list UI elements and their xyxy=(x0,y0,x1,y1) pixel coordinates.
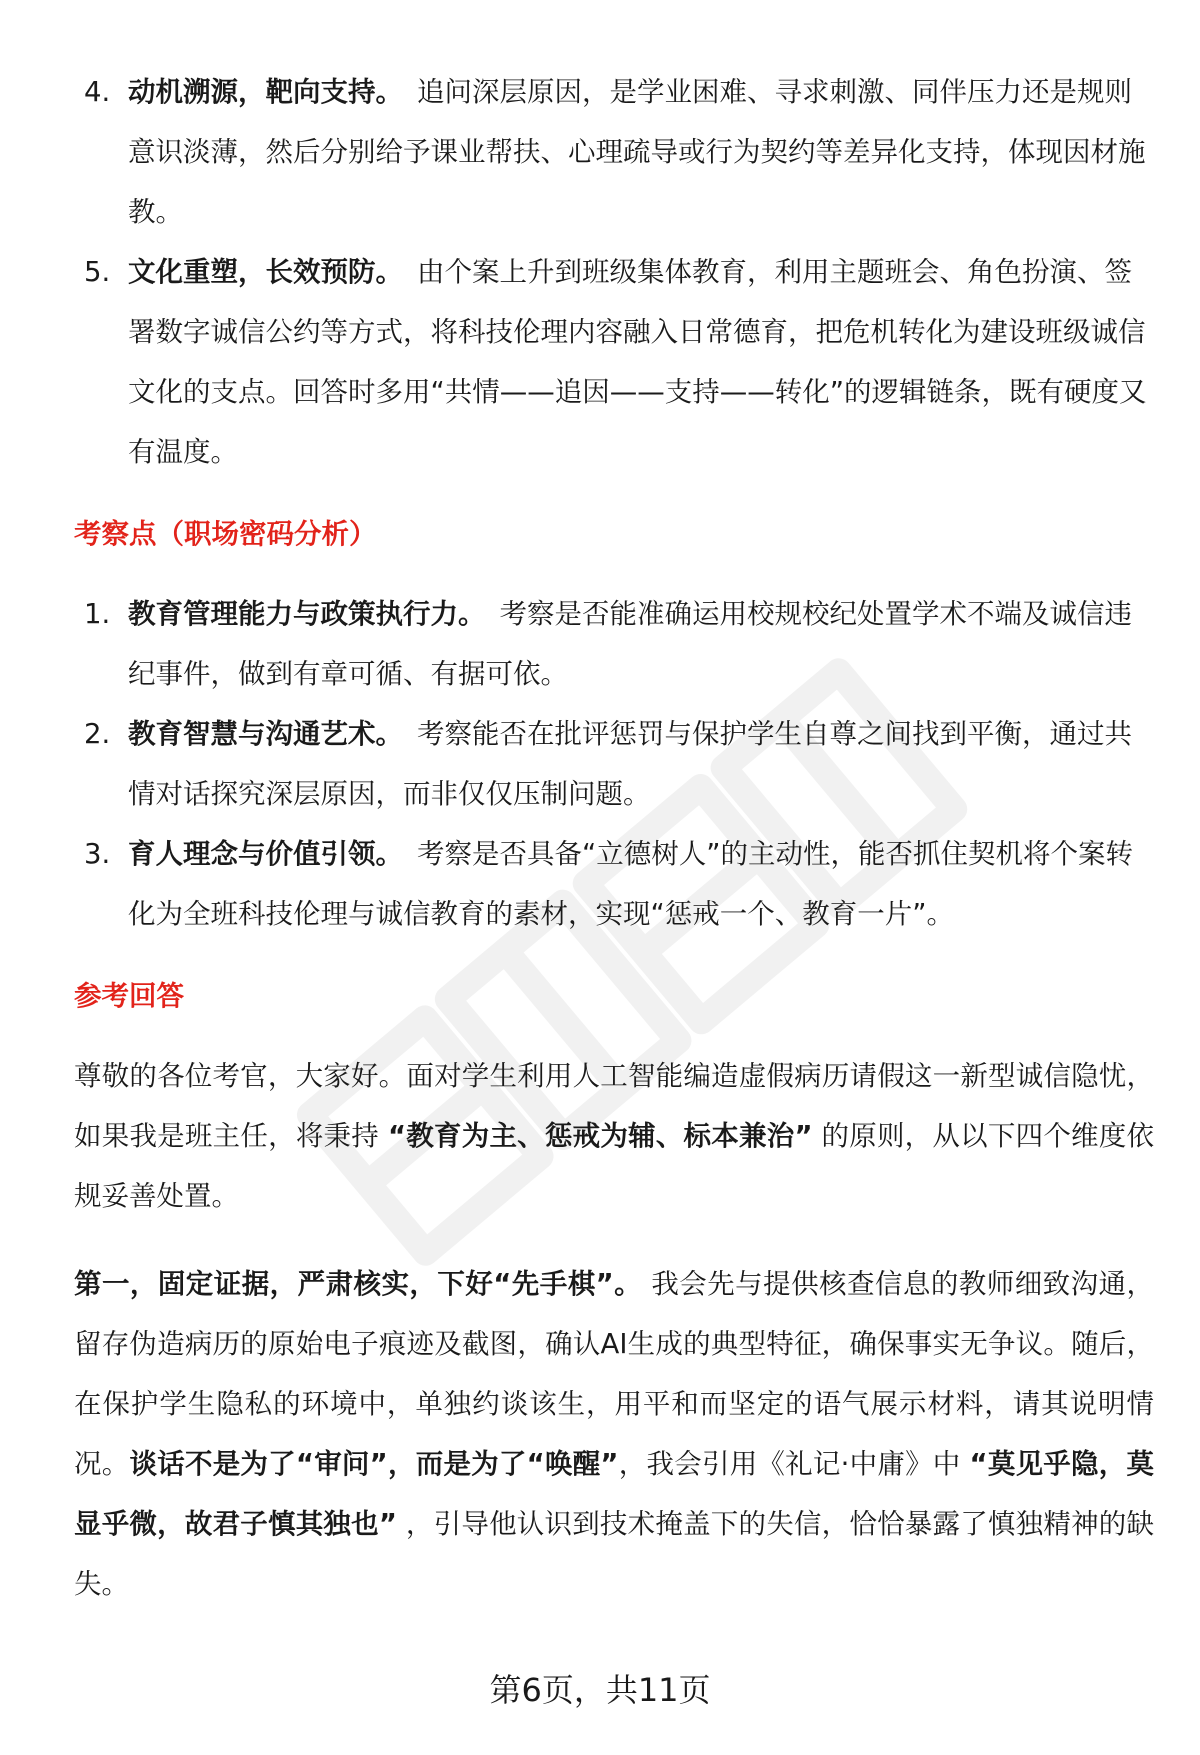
list-item-text: 考察是否具备“立德树人”的主动性，能否抓住契机将个案转化为全班科技伦理与诚信教育的素材，实现“惩戒一个、教育一片”。 xyxy=(128,838,1133,930)
answer-paragraph-intro xyxy=(74,1046,1154,1226)
list-item xyxy=(74,242,1154,482)
list-item-text: 考察能否在批评惩罚与保护学生自尊之间找到平衡，通过共情对话探究深层原因，而非仅仅压制问题。 xyxy=(128,718,1132,810)
list-item-lead: 教育智慧与沟通艺术。 xyxy=(128,718,403,750)
list-item-text: 由个案上升到班级集体教育，利用主题班会、角色扮演、签署数字诚信公约等方式，将科技伦理内容融入日常德育，把危机转化为建设班级诚信文化的支点。回答时多用“共情——追因——支持——转化”的逻辑链条，既有硬度又有温度。 xyxy=(128,256,1147,468)
page-number: 第6页，共11页 xyxy=(489,1671,711,1709)
paragraph-text: ，引导他认识到技术掩盖下的失信，恰恰暴露了慎独精神的缺失。 xyxy=(74,1508,1155,1600)
list-number: 3. xyxy=(84,838,111,870)
document-content xyxy=(74,62,1154,1614)
list-item xyxy=(74,584,1154,704)
list-item xyxy=(74,824,1154,944)
paragraph-text: 的原则，从以下四个维度依规妥善处置。 xyxy=(74,1120,1154,1212)
answer-paragraph-first xyxy=(74,1254,1154,1614)
list-item-text: 考察是否能准确运用校规校纪处置学术不端及诚信违纪事件，做到有章可循、有据可依。 xyxy=(128,598,1132,690)
exam-points-list xyxy=(74,584,1154,944)
section-title-reference-answer: 参考回答 xyxy=(74,980,184,1012)
paragraph-bold-text: “莫见乎隐，莫显乎微，故君子慎其独也” xyxy=(74,1448,1155,1540)
paragraph-text: ，我会引用《礼记·中庸》中 xyxy=(618,1448,961,1480)
list-item-lead: 动机溯源，靶向支持。 xyxy=(128,76,403,108)
list-item-lead: 教育管理能力与政策执行力。 xyxy=(128,598,486,630)
list-number: 4. xyxy=(84,76,111,108)
paragraph-bold-text: 第一，固定证据，严肃核实，下好“先手棋”。 xyxy=(74,1268,643,1300)
page-footer xyxy=(0,1665,1200,1711)
paragraph-text: 我会先与提供核查信息的教师细致沟通，留存伪造病历的原始电子痕迹及截图，确认AI生成的典型特征，确保事实无争议。随后，在保护学生隐私的环境中，单独约谈该生，用平和而坚定的语气展示材料，请其说明情况。 xyxy=(74,1268,1154,1480)
list-item-text: 追问深层原因，是学业困难、寻求刺激、同伴压力还是规则意识淡薄，然后分别给予课业帮扶、心理疏导或行为契约等差异化支持，体现因材施教。 xyxy=(128,76,1146,228)
list-item xyxy=(74,704,1154,824)
continued-steps-list xyxy=(74,62,1154,482)
list-item xyxy=(74,62,1154,242)
section-title-exam-points: 考察点（职场密码分析） xyxy=(74,518,377,550)
paragraph-text: 尊敬的各位考官，大家好。面对学生利用人工智能编造虚假病历请假这一新型诚信隐忧，如果我是班主任，将秉持 xyxy=(74,1060,1154,1152)
list-number: 1. xyxy=(84,598,111,630)
paragraph-bold-text: “教育为主、惩戒为辅、标本兼治” xyxy=(387,1120,813,1152)
list-item-lead: 育人理念与价值引领。 xyxy=(128,838,403,870)
list-item-lead: 文化重塑，长效预防。 xyxy=(128,256,403,288)
paragraph-bold-text: 谈话不是为了“审问”，而是为了“唤醒” xyxy=(129,1448,619,1480)
list-number: 5. xyxy=(84,256,111,288)
list-number: 2. xyxy=(84,718,111,750)
